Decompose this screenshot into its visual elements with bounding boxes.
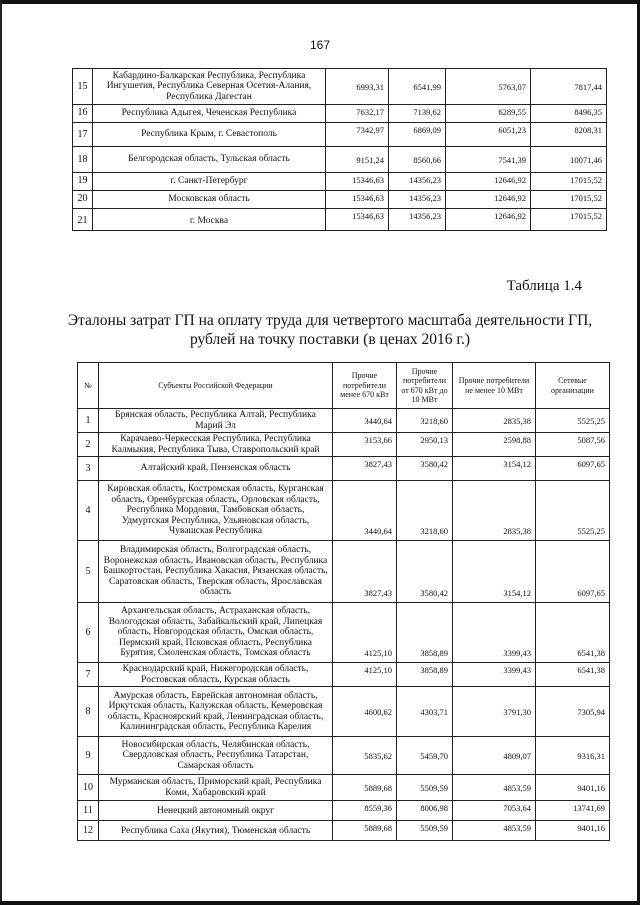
row-value-1: 6993,31 xyxy=(326,69,389,105)
header-number: № xyxy=(78,363,99,409)
row-number: 12 xyxy=(78,821,99,841)
row-value-3: 2835,38 xyxy=(453,481,536,541)
table-row xyxy=(78,737,610,775)
row-value-1: 5889,68 xyxy=(333,775,397,801)
row-subject: Карачаево-Черкесская Республика, Республика Калмыкия, Республика Тыва, Ставропольский край xyxy=(99,433,333,457)
row-number: 11 xyxy=(78,801,99,821)
row-number: 6 xyxy=(78,603,99,663)
row-value-3: 4853,59 xyxy=(453,821,536,841)
row-number: 7 xyxy=(78,663,99,687)
row-value-2: 8006,98 xyxy=(397,801,453,821)
row-subject: Ненецкий автономный округ xyxy=(99,801,333,821)
row-value-4: 8208,31 xyxy=(531,123,607,147)
row-value-3: 7541,39 xyxy=(446,147,531,173)
row-value-3: 3399,43 xyxy=(453,603,536,663)
row-number: 19 xyxy=(73,173,93,191)
table-title: Эталоны затрат ГП на оплату труда для четвертого масштаба деятельности ГП, рублей на точку поставки (в ценах 2016 г.) xyxy=(67,312,593,348)
row-value-2: 5509,59 xyxy=(397,775,453,801)
row-value-1: 3827,43 xyxy=(333,541,397,603)
row-number: 3 xyxy=(78,457,99,481)
row-value-4: 17015,52 xyxy=(531,173,607,191)
table-row xyxy=(73,191,607,209)
row-value-4: 13741,69 xyxy=(536,801,610,821)
row-value-1: 4600,62 xyxy=(333,687,397,737)
table-row xyxy=(78,541,610,603)
row-value-2: 6869,09 xyxy=(389,123,446,147)
row-value-4: 6541,38 xyxy=(536,603,610,663)
header-consumers-10mw-plus: Прочие потребители не менее 10 МВт xyxy=(453,363,536,409)
row-value-2: 3580,42 xyxy=(397,541,453,603)
table-row xyxy=(78,409,610,433)
table-row xyxy=(78,663,610,687)
row-number: 8 xyxy=(78,687,99,737)
header-consumers-670kw-10mw: Прочие потребители от 670 кВт до 10 МВт xyxy=(397,363,453,409)
row-value-2: 3858,89 xyxy=(397,663,453,687)
row-value-2: 6541,99 xyxy=(389,69,446,105)
row-value-1: 15346,63 xyxy=(326,173,389,191)
row-value-2: 14356,23 xyxy=(389,209,446,231)
table-row xyxy=(78,481,610,541)
row-value-1: 9151,24 xyxy=(326,147,389,173)
row-subject: Владимирская область, Волгоградская область, Воронежская область, Ивановская область, Республика Башкортостан, Республика Хакасия, Рязанская область, Саратовская область, Тверская область, Ярославская область xyxy=(99,541,333,603)
row-value-4: 6097,65 xyxy=(536,541,610,603)
row-value-3: 12646,92 xyxy=(446,209,531,231)
row-number: 18 xyxy=(73,147,93,173)
row-value-3: 2598,88 xyxy=(453,433,536,457)
row-value-2: 14356,23 xyxy=(389,173,446,191)
row-value-3: 6289,55 xyxy=(446,105,531,123)
row-value-3: 5763,07 xyxy=(446,69,531,105)
row-value-1: 3153,66 xyxy=(333,433,397,457)
row-value-2: 3218,60 xyxy=(397,481,453,541)
row-number: 2 xyxy=(78,433,99,457)
row-value-2: 7139,62 xyxy=(389,105,446,123)
row-value-3: 7053,64 xyxy=(453,801,536,821)
row-value-2: 14356,23 xyxy=(389,191,446,209)
row-value-1: 4125,10 xyxy=(333,603,397,663)
row-value-4: 7817,44 xyxy=(531,69,607,105)
table-label: Таблица 1.4 xyxy=(506,278,582,294)
row-value-4: 17015,52 xyxy=(531,191,607,209)
table-row xyxy=(78,775,610,801)
row-value-1: 7632,17 xyxy=(326,105,389,123)
row-value-3: 3791,30 xyxy=(453,687,536,737)
row-value-2: 3580,42 xyxy=(397,457,453,481)
row-subject: Архангельская область, Астраханская область, Вологодская область, Забайкальский край, Липецкая область, Новгородская область, Омская область, Пермский край, Псковская область, Республика Бурятия, Смоленская область, Томская область xyxy=(99,603,333,663)
table-row xyxy=(73,147,607,173)
row-value-1: 7342,97 xyxy=(326,123,389,147)
row-value-3: 12646,92 xyxy=(446,191,531,209)
row-number: 10 xyxy=(78,775,99,801)
table-row xyxy=(73,173,607,191)
row-value-4: 7305,94 xyxy=(536,687,610,737)
row-subject: Белгородская область, Тульская область xyxy=(93,147,326,173)
row-value-1: 5889,68 xyxy=(333,821,397,841)
table-row xyxy=(78,457,610,481)
row-value-3: 3154,12 xyxy=(453,457,536,481)
row-value-3: 2835,38 xyxy=(453,409,536,433)
row-value-3: 4809,07 xyxy=(453,737,536,775)
table-row xyxy=(73,69,607,105)
row-subject: Республика Крым, г. Севастополь xyxy=(93,123,326,147)
table-row xyxy=(73,123,607,147)
row-subject: Московская область xyxy=(93,191,326,209)
row-number: 5 xyxy=(78,541,99,603)
page-number: 167 xyxy=(309,38,331,52)
row-value-4: 8496,35 xyxy=(531,105,607,123)
continued-table xyxy=(72,68,607,231)
row-number: 17 xyxy=(73,123,93,147)
table-row xyxy=(78,801,610,821)
row-value-1: 3440,64 xyxy=(333,409,397,433)
table-header-row xyxy=(78,363,610,409)
row-value-3: 6051,23 xyxy=(446,123,531,147)
row-value-3: 3154,12 xyxy=(453,541,536,603)
row-subject: г. Москва xyxy=(93,209,326,231)
row-value-4: 9401,16 xyxy=(536,821,610,841)
row-subject: Брянская область, Республика Алтай, Республика Марий Эл xyxy=(99,409,333,433)
row-value-4: 5087,56 xyxy=(536,433,610,457)
row-value-2: 3858,89 xyxy=(397,603,453,663)
row-subject: Республика Адыгея, Чеченская Республика xyxy=(93,105,326,123)
table-row xyxy=(78,433,610,457)
table-row xyxy=(73,105,607,123)
row-value-4: 9316,31 xyxy=(536,737,610,775)
row-subject: Кабардино-Балкарская Республика, Республика Ингушетия, Республика Северная Осетия-Алания, Республика Дагестан xyxy=(93,69,326,105)
row-value-1: 15346,63 xyxy=(326,191,389,209)
row-value-2: 5459,70 xyxy=(397,737,453,775)
table-row xyxy=(78,687,610,737)
row-value-3: 12646,92 xyxy=(446,173,531,191)
cost-benchmark-table xyxy=(77,362,610,841)
scan-border-left xyxy=(0,0,2,905)
row-value-1: 4125,10 xyxy=(333,663,397,687)
row-subject: г. Санкт-Петербург xyxy=(93,173,326,191)
row-subject: Республика Саха (Якутия), Тюменская область xyxy=(99,821,333,841)
row-number: 9 xyxy=(78,737,99,775)
row-value-1: 5835,62 xyxy=(333,737,397,775)
row-subject: Амурская область, Еврейская автономная область, Иркутская область, Калужская область, Кемеровская область, Красноярский край, Ленинградская область, Калининградская область, Республика Карелия xyxy=(99,687,333,737)
row-value-2: 2950,13 xyxy=(397,433,453,457)
table-row xyxy=(78,603,610,663)
row-value-3: 4853,59 xyxy=(453,775,536,801)
row-subject: Краснодарский край, Нижегородская область, Ростовская область, Курская область xyxy=(99,663,333,687)
row-value-4: 5525,25 xyxy=(536,409,610,433)
row-value-4: 6097,65 xyxy=(536,457,610,481)
row-value-1: 3827,43 xyxy=(333,457,397,481)
row-subject: Новосибирская область, Челябинская область, Свердловская область, Республика Татарстан, Самарская область xyxy=(99,737,333,775)
row-value-2: 8560,66 xyxy=(389,147,446,173)
row-value-4: 9401,16 xyxy=(536,775,610,801)
row-value-2: 3218,60 xyxy=(397,409,453,433)
row-value-2: 4303,71 xyxy=(397,687,453,737)
row-subject: Мурманская область, Приморский край, Республика Коми, Хабаровский край xyxy=(99,775,333,801)
row-subject: Кировская область, Костромская область, Курганская область, Оренбургская область, Орловская область, Республика Мордовия, Тамбовская область, Удмуртская Республика, Ульяновская область, Чувашская Республика xyxy=(99,481,333,541)
row-value-4: 5525,25 xyxy=(536,481,610,541)
row-number: 1 xyxy=(78,409,99,433)
header-subject: Субъекты Российской Федерации xyxy=(99,363,333,409)
scan-border-bottom xyxy=(0,901,640,905)
row-value-4: 6541,38 xyxy=(536,663,610,687)
row-value-4: 17015,52 xyxy=(531,209,607,231)
table-row xyxy=(78,821,610,841)
header-consumers-under-670kw: Прочие потребители менее 670 кВт xyxy=(333,363,397,409)
row-number: 20 xyxy=(73,191,93,209)
scan-border-top xyxy=(0,0,640,4)
row-value-2: 5509,59 xyxy=(397,821,453,841)
table-row xyxy=(73,209,607,231)
row-number: 16 xyxy=(73,105,93,123)
row-value-1: 8559,36 xyxy=(333,801,397,821)
row-number: 4 xyxy=(78,481,99,541)
row-number: 15 xyxy=(73,69,93,105)
row-subject: Алтайский край, Пензенская область xyxy=(99,457,333,481)
row-value-3: 3399,43 xyxy=(453,663,536,687)
row-value-4: 10071,46 xyxy=(531,147,607,173)
row-value-1: 15346,63 xyxy=(326,209,389,231)
row-number: 21 xyxy=(73,209,93,231)
header-grid-organizations: Сетевые организации xyxy=(536,363,610,409)
row-value-1: 3440,64 xyxy=(333,481,397,541)
